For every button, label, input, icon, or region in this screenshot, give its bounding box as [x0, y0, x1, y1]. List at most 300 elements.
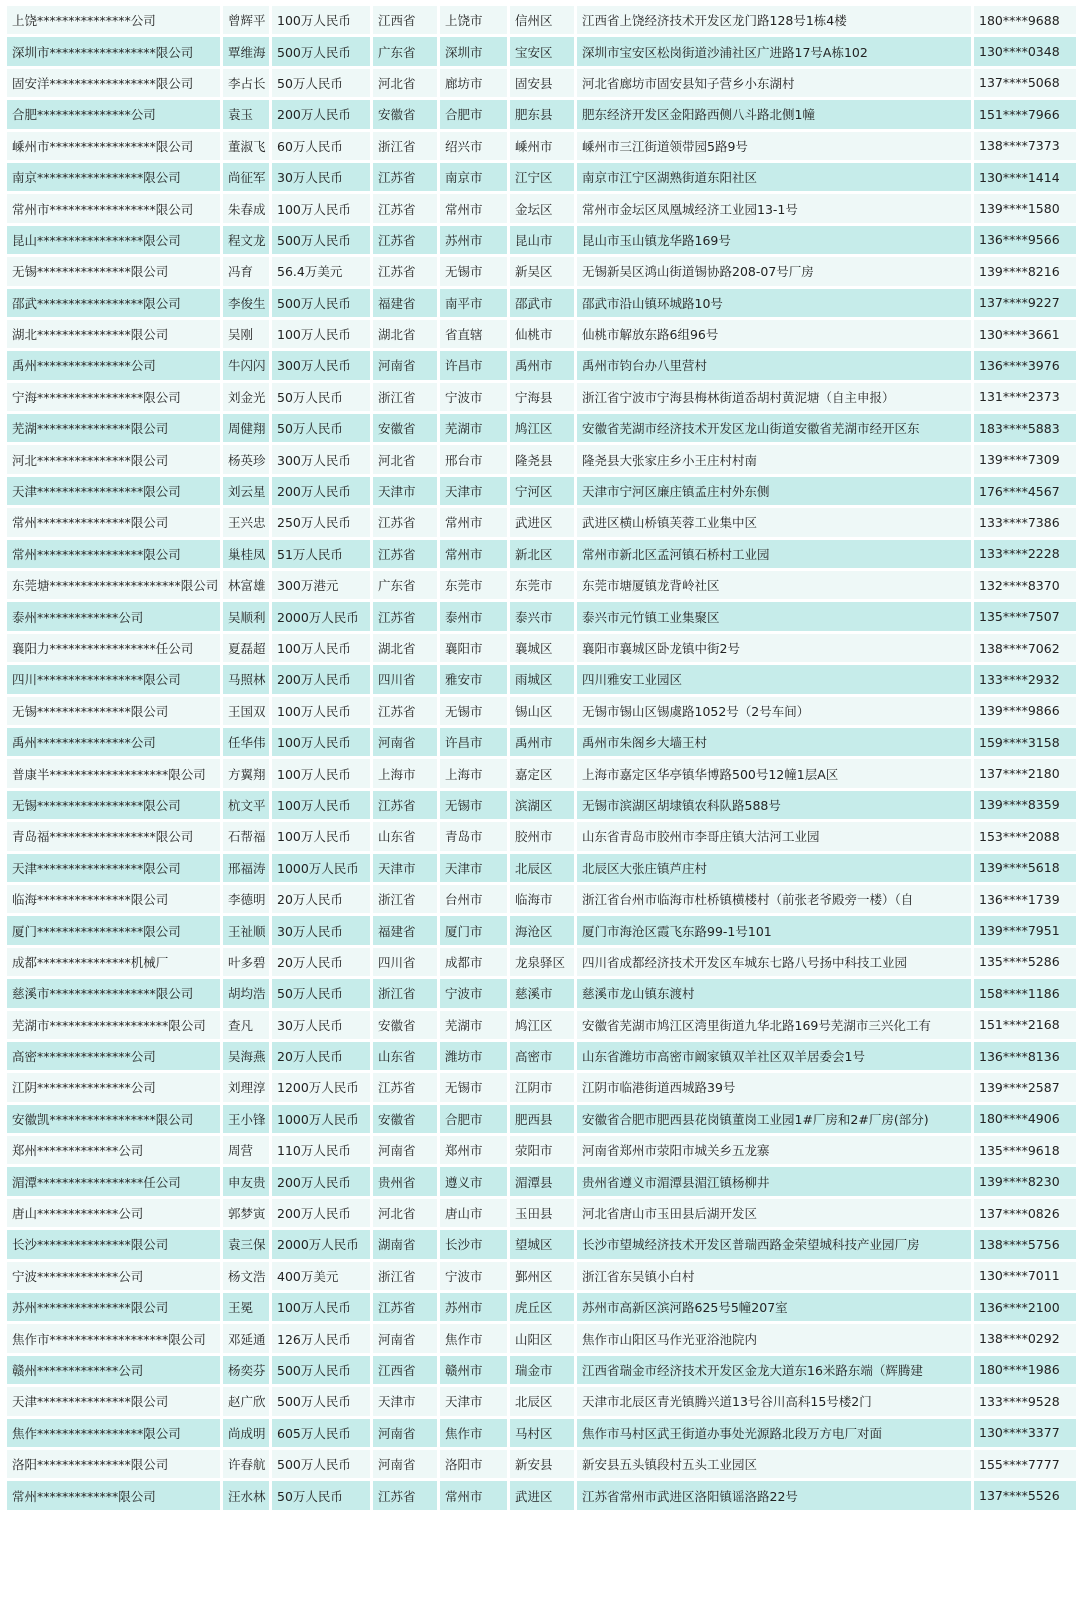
table-row — [7, 477, 1076, 505]
legal-representative-cell: 马照林 — [223, 665, 269, 693]
legal-representative-cell: 王冕 — [223, 1293, 269, 1321]
registered-capital-cell: 30万人民币 — [272, 163, 370, 191]
phone-cell: 137****0826 — [974, 1199, 1076, 1227]
legal-representative-cell: 周营 — [223, 1136, 269, 1164]
province-cell: 江苏省 — [373, 194, 437, 222]
district-cell: 武进区 — [510, 508, 574, 536]
company-name-cell: 成都***************机械厂 — [7, 948, 220, 976]
company-name-cell: 禹州***************公司 — [7, 351, 220, 379]
company-name-cell: 厦门*****************限公司 — [7, 916, 220, 944]
company-name-cell: 天津***************限公司 — [7, 1387, 220, 1415]
table-row — [7, 571, 1076, 599]
legal-representative-cell: 杭文平 — [223, 791, 269, 819]
company-name-cell: 湄潭*****************任公司 — [7, 1167, 220, 1195]
registered-capital-cell: 400万美元 — [272, 1262, 370, 1290]
province-cell: 福建省 — [373, 289, 437, 317]
registered-capital-cell: 200万人民币 — [272, 1167, 370, 1195]
legal-representative-cell: 巢桂凤 — [223, 540, 269, 568]
district-cell: 禹州市 — [510, 728, 574, 756]
city-cell: 焦作市 — [440, 1419, 507, 1447]
company-name-cell: 常州市*****************限公司 — [7, 194, 220, 222]
address-cell: 深圳市宝安区松岗街道沙浦社区广进路17号A栋102 — [577, 37, 971, 65]
city-cell: 青岛市 — [440, 822, 507, 850]
legal-representative-cell: 许春航 — [223, 1450, 269, 1478]
table-row — [7, 383, 1076, 411]
table-row — [7, 100, 1076, 128]
district-cell: 虎丘区 — [510, 1293, 574, 1321]
registered-capital-cell: 100万人民币 — [272, 1293, 370, 1321]
registered-capital-cell: 200万人民币 — [272, 477, 370, 505]
district-cell: 临海市 — [510, 885, 574, 913]
registered-capital-cell: 50万人民币 — [272, 414, 370, 442]
phone-cell: 130****3377 — [974, 1419, 1076, 1447]
district-cell: 金坛区 — [510, 194, 574, 222]
province-cell: 河北省 — [373, 445, 437, 473]
phone-cell: 139****8230 — [974, 1167, 1076, 1195]
registered-capital-cell: 50万人民币 — [272, 1481, 370, 1509]
city-cell: 邢台市 — [440, 445, 507, 473]
district-cell: 隆尧县 — [510, 445, 574, 473]
city-cell: 成都市 — [440, 948, 507, 976]
district-cell: 宝安区 — [510, 37, 574, 65]
phone-cell: 139****8359 — [974, 791, 1076, 819]
table-row — [7, 1450, 1076, 1478]
province-cell: 山东省 — [373, 1042, 437, 1070]
city-cell: 焦作市 — [440, 1324, 507, 1352]
legal-representative-cell: 查凡 — [223, 1011, 269, 1039]
district-cell: 昆山市 — [510, 226, 574, 254]
legal-representative-cell: 李占长 — [223, 69, 269, 97]
table-row — [7, 194, 1076, 222]
company-name-cell: 苏州***************限公司 — [7, 1293, 220, 1321]
phone-cell: 139****2587 — [974, 1073, 1076, 1101]
phone-cell: 133****2228 — [974, 540, 1076, 568]
company-name-cell: 赣州*************公司 — [7, 1356, 220, 1384]
address-cell: 浙江省宁波市宁海县梅林街道岙胡村黄泥塘（自主申报） — [577, 383, 971, 411]
company-name-cell: 邵武*****************限公司 — [7, 289, 220, 317]
district-cell: 肥东县 — [510, 100, 574, 128]
registered-capital-cell: 100万人民币 — [272, 320, 370, 348]
registered-capital-cell: 60万人民币 — [272, 132, 370, 160]
table-row — [7, 1167, 1076, 1195]
address-cell: 江西省上饶经济技术开发区龙门路128号1栋4楼 — [577, 6, 971, 34]
address-cell: 新安县五头镇段村五头工业园区 — [577, 1450, 971, 1478]
registered-capital-cell: 56.4万美元 — [272, 257, 370, 285]
registered-capital-cell: 200万人民币 — [272, 1199, 370, 1227]
company-name-cell: 唐山*************公司 — [7, 1199, 220, 1227]
city-cell: 雅安市 — [440, 665, 507, 693]
city-cell: 芜湖市 — [440, 1011, 507, 1039]
legal-representative-cell: 石帮福 — [223, 822, 269, 850]
district-cell: 玉田县 — [510, 1199, 574, 1227]
legal-representative-cell: 董淑飞 — [223, 132, 269, 160]
district-cell: 滨湖区 — [510, 791, 574, 819]
registered-capital-cell: 500万人民币 — [272, 1387, 370, 1415]
district-cell: 慈溪市 — [510, 979, 574, 1007]
city-cell: 赣州市 — [440, 1356, 507, 1384]
province-cell: 河南省 — [373, 1136, 437, 1164]
province-cell: 安徽省 — [373, 1105, 437, 1133]
legal-representative-cell: 吴刚 — [223, 320, 269, 348]
province-cell: 江苏省 — [373, 697, 437, 725]
district-cell: 信州区 — [510, 6, 574, 34]
province-cell: 江苏省 — [373, 602, 437, 630]
legal-representative-cell: 杨英珍 — [223, 445, 269, 473]
city-cell: 常州市 — [440, 540, 507, 568]
address-cell: 隆尧县大张家庄乡小王庄村村南 — [577, 445, 971, 473]
company-name-cell: 嵊州市*****************限公司 — [7, 132, 220, 160]
registered-capital-cell: 1200万人民币 — [272, 1073, 370, 1101]
table-row — [7, 916, 1076, 944]
legal-representative-cell: 汪水林 — [223, 1481, 269, 1509]
registered-capital-cell: 30万人民币 — [272, 916, 370, 944]
registered-capital-cell: 20万人民币 — [272, 948, 370, 976]
city-cell: 长沙市 — [440, 1230, 507, 1258]
province-cell: 河南省 — [373, 1419, 437, 1447]
legal-representative-cell: 胡均浩 — [223, 979, 269, 1007]
district-cell: 北辰区 — [510, 854, 574, 882]
address-cell: 泰兴市元竹镇工业集聚区 — [577, 602, 971, 630]
phone-cell: 138****5756 — [974, 1230, 1076, 1258]
table-row — [7, 163, 1076, 191]
company-name-cell: 宁海*****************限公司 — [7, 383, 220, 411]
province-cell: 山东省 — [373, 822, 437, 850]
city-cell: 遵义市 — [440, 1167, 507, 1195]
company-name-cell: 东莞塘*********************限公司 — [7, 571, 220, 599]
province-cell: 江苏省 — [373, 508, 437, 536]
address-cell: 仙桃市解放东路6组96号 — [577, 320, 971, 348]
province-cell: 江苏省 — [373, 1293, 437, 1321]
city-cell: 台州市 — [440, 885, 507, 913]
table-row — [7, 1136, 1076, 1164]
legal-representative-cell: 李德明 — [223, 885, 269, 913]
table-row — [7, 822, 1076, 850]
table-row — [7, 226, 1076, 254]
province-cell: 天津市 — [373, 1387, 437, 1415]
district-cell: 鸠江区 — [510, 414, 574, 442]
phone-cell: 130****3661 — [974, 320, 1076, 348]
registered-capital-cell: 500万人民币 — [272, 289, 370, 317]
company-name-cell: 天津*****************限公司 — [7, 477, 220, 505]
city-cell: 厦门市 — [440, 916, 507, 944]
legal-representative-cell: 曾辉平 — [223, 6, 269, 34]
company-name-cell: 慈溪市*****************限公司 — [7, 979, 220, 1007]
city-cell: 深圳市 — [440, 37, 507, 65]
legal-representative-cell: 刘云星 — [223, 477, 269, 505]
district-cell: 鄞州区 — [510, 1262, 574, 1290]
city-cell: 芜湖市 — [440, 414, 507, 442]
city-cell: 合肥市 — [440, 100, 507, 128]
company-name-cell: 无锡***************限公司 — [7, 697, 220, 725]
province-cell: 天津市 — [373, 854, 437, 882]
province-cell: 湖北省 — [373, 634, 437, 662]
city-cell: 无锡市 — [440, 257, 507, 285]
company-name-cell: 郑州*************公司 — [7, 1136, 220, 1164]
district-cell: 禹州市 — [510, 351, 574, 379]
company-name-cell: 无锡***************限公司 — [7, 257, 220, 285]
address-cell: 焦作市山阳区马作光亚浴池院内 — [577, 1324, 971, 1352]
registered-capital-cell: 250万人民币 — [272, 508, 370, 536]
district-cell: 江阴市 — [510, 1073, 574, 1101]
legal-representative-cell: 王国双 — [223, 697, 269, 725]
registered-capital-cell: 30万人民币 — [272, 1011, 370, 1039]
address-cell: 贵州省遵义市湄潭县湄江镇杨柳井 — [577, 1167, 971, 1195]
province-cell: 浙江省 — [373, 383, 437, 411]
registered-capital-cell: 300万港元 — [272, 571, 370, 599]
phone-cell: 132****8370 — [974, 571, 1076, 599]
company-name-cell: 深圳市*****************限公司 — [7, 37, 220, 65]
address-cell: 武进区横山桥镇芙蓉工业集中区 — [577, 508, 971, 536]
address-cell: 常州市金坛区凤凰城经济工业园13-1号 — [577, 194, 971, 222]
city-cell: 南京市 — [440, 163, 507, 191]
phone-cell: 137****5526 — [974, 1481, 1076, 1509]
district-cell: 东莞市 — [510, 571, 574, 599]
phone-cell: 183****5883 — [974, 414, 1076, 442]
phone-cell: 133****9528 — [974, 1387, 1076, 1415]
city-cell: 绍兴市 — [440, 132, 507, 160]
province-cell: 天津市 — [373, 477, 437, 505]
company-table — [4, 3, 1079, 1513]
address-cell: 焦作市马村区武王街道办事处光源路北段万方电厂对面 — [577, 1419, 971, 1447]
city-cell: 泰州市 — [440, 602, 507, 630]
phone-cell: 139****1580 — [974, 194, 1076, 222]
district-cell: 肥西县 — [510, 1105, 574, 1133]
registered-capital-cell: 100万人民币 — [272, 6, 370, 34]
legal-representative-cell: 刘理淳 — [223, 1073, 269, 1101]
phone-cell: 139****5618 — [974, 854, 1076, 882]
registered-capital-cell: 50万人民币 — [272, 979, 370, 1007]
province-cell: 湖北省 — [373, 320, 437, 348]
address-cell: 无锡市滨湖区胡埭镇农科队路588号 — [577, 791, 971, 819]
address-cell: 江苏省常州市武进区洛阳镇谣洛路22号 — [577, 1481, 971, 1509]
phone-cell: 139****7309 — [974, 445, 1076, 473]
address-cell: 四川省成都经济技术开发区车城东七路八号扬中科技工业园 — [577, 948, 971, 976]
company-name-cell: 焦作市*******************限公司 — [7, 1324, 220, 1352]
table-row — [7, 1481, 1076, 1509]
address-cell: 河北省廊坊市固安县知子营乡小东湖村 — [577, 69, 971, 97]
legal-representative-cell: 袁三保 — [223, 1230, 269, 1258]
company-name-cell: 焦作*****************限公司 — [7, 1419, 220, 1447]
table-row — [7, 132, 1076, 160]
district-cell: 仙桃市 — [510, 320, 574, 348]
address-cell: 常州市新北区孟河镇石桥村工业园 — [577, 540, 971, 568]
registered-capital-cell: 51万人民币 — [272, 540, 370, 568]
table-row — [7, 414, 1076, 442]
table-row — [7, 540, 1076, 568]
company-name-cell: 四川*****************限公司 — [7, 665, 220, 693]
phone-cell: 136****9566 — [974, 226, 1076, 254]
table-row — [7, 791, 1076, 819]
company-name-cell: 宁波*************公司 — [7, 1262, 220, 1290]
company-name-cell: 合肥***************公司 — [7, 100, 220, 128]
registered-capital-cell: 50万人民币 — [272, 383, 370, 411]
table-row — [7, 508, 1076, 536]
city-cell: 唐山市 — [440, 1199, 507, 1227]
address-cell: 安徽省合肥市肥西县花岗镇董岗工业园1#厂房和2#厂房(部分) — [577, 1105, 971, 1133]
address-cell: 上海市嘉定区华亭镇华博路500号12幢1层A区 — [577, 759, 971, 787]
district-cell: 胶州市 — [510, 822, 574, 850]
city-cell: 郑州市 — [440, 1136, 507, 1164]
company-name-cell: 天津*****************限公司 — [7, 854, 220, 882]
registered-capital-cell: 500万人民币 — [272, 226, 370, 254]
address-cell: 南京市江宁区湖熟街道东阳社区 — [577, 163, 971, 191]
registered-capital-cell: 300万人民币 — [272, 445, 370, 473]
province-cell: 江苏省 — [373, 1481, 437, 1509]
company-name-cell: 襄阳力*****************任公司 — [7, 634, 220, 662]
address-cell: 苏州市高新区滨河路625号5幢207室 — [577, 1293, 971, 1321]
table-row — [7, 1324, 1076, 1352]
table-row — [7, 1293, 1076, 1321]
phone-cell: 136****3976 — [974, 351, 1076, 379]
address-cell: 慈溪市龙山镇东渡村 — [577, 979, 971, 1007]
address-cell: 河南省郑州市荥阳市城关乡五龙寨 — [577, 1136, 971, 1164]
phone-cell: 135****7507 — [974, 602, 1076, 630]
phone-cell: 151****7966 — [974, 100, 1076, 128]
district-cell: 山阳区 — [510, 1324, 574, 1352]
city-cell: 宁波市 — [440, 383, 507, 411]
phone-cell: 155****7777 — [974, 1450, 1076, 1478]
district-cell: 雨城区 — [510, 665, 574, 693]
table-row — [7, 697, 1076, 725]
address-cell: 邵武市沿山镇环城路10号 — [577, 289, 971, 317]
district-cell: 宁河区 — [510, 477, 574, 505]
company-name-cell: 无锡*****************限公司 — [7, 791, 220, 819]
table-row — [7, 1199, 1076, 1227]
district-cell: 江宁区 — [510, 163, 574, 191]
legal-representative-cell: 袁玉 — [223, 100, 269, 128]
phone-cell: 130****7011 — [974, 1262, 1076, 1290]
phone-cell: 137****9227 — [974, 289, 1076, 317]
table-row — [7, 6, 1076, 34]
legal-representative-cell: 刘金光 — [223, 383, 269, 411]
city-cell: 常州市 — [440, 508, 507, 536]
province-cell: 安徽省 — [373, 100, 437, 128]
district-cell: 嘉定区 — [510, 759, 574, 787]
address-cell: 山东省潍坊市高密市阚家镇双羊社区双羊居委会1号 — [577, 1042, 971, 1070]
address-cell: 江西省瑞金市经济技术开发区金龙大道东16米路东端（辉腾建 — [577, 1356, 971, 1384]
company-name-cell: 昆山*****************限公司 — [7, 226, 220, 254]
district-cell: 邵武市 — [510, 289, 574, 317]
address-cell: 安徽省芜湖市鸠江区湾里街道九华北路169号芜湖市三兴化工有 — [577, 1011, 971, 1039]
phone-cell: 137****2180 — [974, 759, 1076, 787]
city-cell: 宁波市 — [440, 1262, 507, 1290]
province-cell: 江苏省 — [373, 540, 437, 568]
company-name-cell: 普康半*******************限公司 — [7, 759, 220, 787]
registered-capital-cell: 100万人民币 — [272, 728, 370, 756]
province-cell: 四川省 — [373, 948, 437, 976]
registered-capital-cell: 100万人民币 — [272, 791, 370, 819]
registered-capital-cell: 2000万人民币 — [272, 1230, 370, 1258]
district-cell: 新吴区 — [510, 257, 574, 285]
district-cell: 北辰区 — [510, 1387, 574, 1415]
registered-capital-cell: 100万人民币 — [272, 822, 370, 850]
phone-cell: 133****7386 — [974, 508, 1076, 536]
legal-representative-cell: 邢福涛 — [223, 854, 269, 882]
phone-cell: 139****9866 — [974, 697, 1076, 725]
table-row — [7, 257, 1076, 285]
table-row — [7, 1105, 1076, 1133]
registered-capital-cell: 100万人民币 — [272, 194, 370, 222]
table-row — [7, 1262, 1076, 1290]
table-row — [7, 1230, 1076, 1258]
province-cell: 河北省 — [373, 69, 437, 97]
province-cell: 浙江省 — [373, 1262, 437, 1290]
legal-representative-cell: 林富雄 — [223, 571, 269, 599]
legal-representative-cell: 杨奕芬 — [223, 1356, 269, 1384]
company-name-cell: 芜湖***************限公司 — [7, 414, 220, 442]
table-row — [7, 37, 1076, 65]
legal-representative-cell: 赵广欣 — [223, 1387, 269, 1415]
phone-cell: 180****4906 — [974, 1105, 1076, 1133]
company-name-cell: 禹州***************公司 — [7, 728, 220, 756]
province-cell: 河北省 — [373, 1199, 437, 1227]
company-name-cell: 湖北***************限公司 — [7, 320, 220, 348]
legal-representative-cell: 郭梦寅 — [223, 1199, 269, 1227]
province-cell: 江苏省 — [373, 791, 437, 819]
legal-representative-cell: 尚征军 — [223, 163, 269, 191]
legal-representative-cell: 杨文浩 — [223, 1262, 269, 1290]
phone-cell: 133****2932 — [974, 665, 1076, 693]
district-cell: 固安县 — [510, 69, 574, 97]
company-name-cell: 洛阳***************限公司 — [7, 1450, 220, 1478]
province-cell: 湖南省 — [373, 1230, 437, 1258]
address-cell: 襄阳市襄城区卧龙镇中街2号 — [577, 634, 971, 662]
table-row — [7, 665, 1076, 693]
legal-representative-cell: 叶多碧 — [223, 948, 269, 976]
district-cell: 湄潭县 — [510, 1167, 574, 1195]
province-cell: 江西省 — [373, 1356, 437, 1384]
district-cell: 龙泉驿区 — [510, 948, 574, 976]
table-row — [7, 351, 1076, 379]
address-cell: 浙江省东吴镇小白村 — [577, 1262, 971, 1290]
province-cell: 江苏省 — [373, 257, 437, 285]
company-name-cell: 临海***************限公司 — [7, 885, 220, 913]
company-name-cell: 常州*************限公司 — [7, 1481, 220, 1509]
legal-representative-cell: 王小锋 — [223, 1105, 269, 1133]
phone-cell: 136****8136 — [974, 1042, 1076, 1070]
company-name-cell: 河北***************限公司 — [7, 445, 220, 473]
legal-representative-cell: 周健翔 — [223, 414, 269, 442]
province-cell: 江苏省 — [373, 226, 437, 254]
address-cell: 山东省青岛市胶州市李哥庄镇大沽河工业园 — [577, 822, 971, 850]
registered-capital-cell: 300万人民币 — [272, 351, 370, 379]
district-cell: 武进区 — [510, 1481, 574, 1509]
province-cell: 江苏省 — [373, 163, 437, 191]
district-cell: 锡山区 — [510, 697, 574, 725]
phone-cell: 158****1186 — [974, 979, 1076, 1007]
registered-capital-cell: 200万人民币 — [272, 665, 370, 693]
company-name-cell: 固安洋*****************限公司 — [7, 69, 220, 97]
province-cell: 河南省 — [373, 1450, 437, 1478]
table-row — [7, 634, 1076, 662]
district-cell: 高密市 — [510, 1042, 574, 1070]
legal-representative-cell: 牛闪闪 — [223, 351, 269, 379]
city-cell: 无锡市 — [440, 1073, 507, 1101]
phone-cell: 130****1414 — [974, 163, 1076, 191]
registered-capital-cell: 2000万人民币 — [272, 602, 370, 630]
company-name-cell: 高密***************公司 — [7, 1042, 220, 1070]
city-cell: 襄阳市 — [440, 634, 507, 662]
legal-representative-cell: 冯育 — [223, 257, 269, 285]
province-cell: 河南省 — [373, 1324, 437, 1352]
registered-capital-cell: 100万人民币 — [272, 759, 370, 787]
phone-cell: 130****0348 — [974, 37, 1076, 65]
registered-capital-cell: 605万人民币 — [272, 1419, 370, 1447]
legal-representative-cell: 王兴忠 — [223, 508, 269, 536]
table-row — [7, 979, 1076, 1007]
legal-representative-cell: 邓延通 — [223, 1324, 269, 1352]
table-row — [7, 759, 1076, 787]
